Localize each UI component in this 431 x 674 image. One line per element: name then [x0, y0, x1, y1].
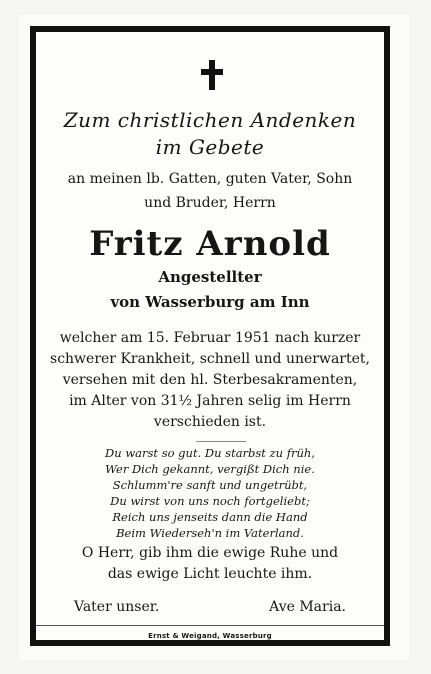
deceased-name: Fritz Arnold [89, 224, 331, 264]
poem-line: Reich uns jenseits dann die Hand [112, 510, 308, 524]
death-notice-line: versehen mit den hl. Sterbesakramenten, [62, 372, 358, 388]
death-notice-text [36, 328, 384, 433]
black-border-frame [30, 26, 390, 646]
poem-line: Schlumm're sanft und ungetrübt, [112, 478, 308, 492]
intro-line-2: und Bruder, Herrn [144, 195, 276, 211]
heading-line-2: im Gebete [155, 135, 265, 159]
occupation: Angestellter [158, 268, 262, 286]
death-notice-line: verschieden ist. [153, 414, 267, 430]
poem-line: Du warst so gut. Du starbst zu früh, [105, 446, 315, 460]
place-of-origin: von Wasserburg am Inn [110, 293, 310, 311]
closing-right: Ave Maria. [269, 599, 346, 615]
prayer-line-2: das ewige Licht leuchte ihm. [107, 566, 313, 582]
prayer-line-1: O Herr, gib ihm die ewige Ruhe und [81, 545, 339, 561]
divider [196, 441, 246, 442]
intro-line-1: an meinen lb. Gatten, guten Vater, Sohn [67, 171, 353, 187]
poem-line: Wer Dich gekannt, vergißt Dich nie. [105, 462, 315, 476]
death-notice-line: im Alter von 31½ Jahren selig im Herrn [69, 393, 351, 409]
cross-icon [201, 60, 223, 90]
death-notice-line: schwerer Krankheit, schnell und unerwartet, [50, 351, 370, 367]
poem-line: Beim Wiederseh'n im Vaterland. [116, 526, 304, 540]
poem [36, 445, 384, 541]
prayer [36, 543, 384, 585]
poem-line: Du wirst von uns noch fortgeliebt; [110, 494, 310, 508]
death-notice-line: welcher am 15. Februar 1951 nach kurzer [59, 330, 361, 346]
printer-divider [36, 625, 384, 626]
heading-line-1: Zum christlichen Andenken [63, 108, 357, 132]
card-content [36, 32, 384, 640]
printer-imprint: Ernst & Weigand, Wasserburg [148, 632, 272, 640]
closing-left: Vater unser. [74, 599, 160, 615]
